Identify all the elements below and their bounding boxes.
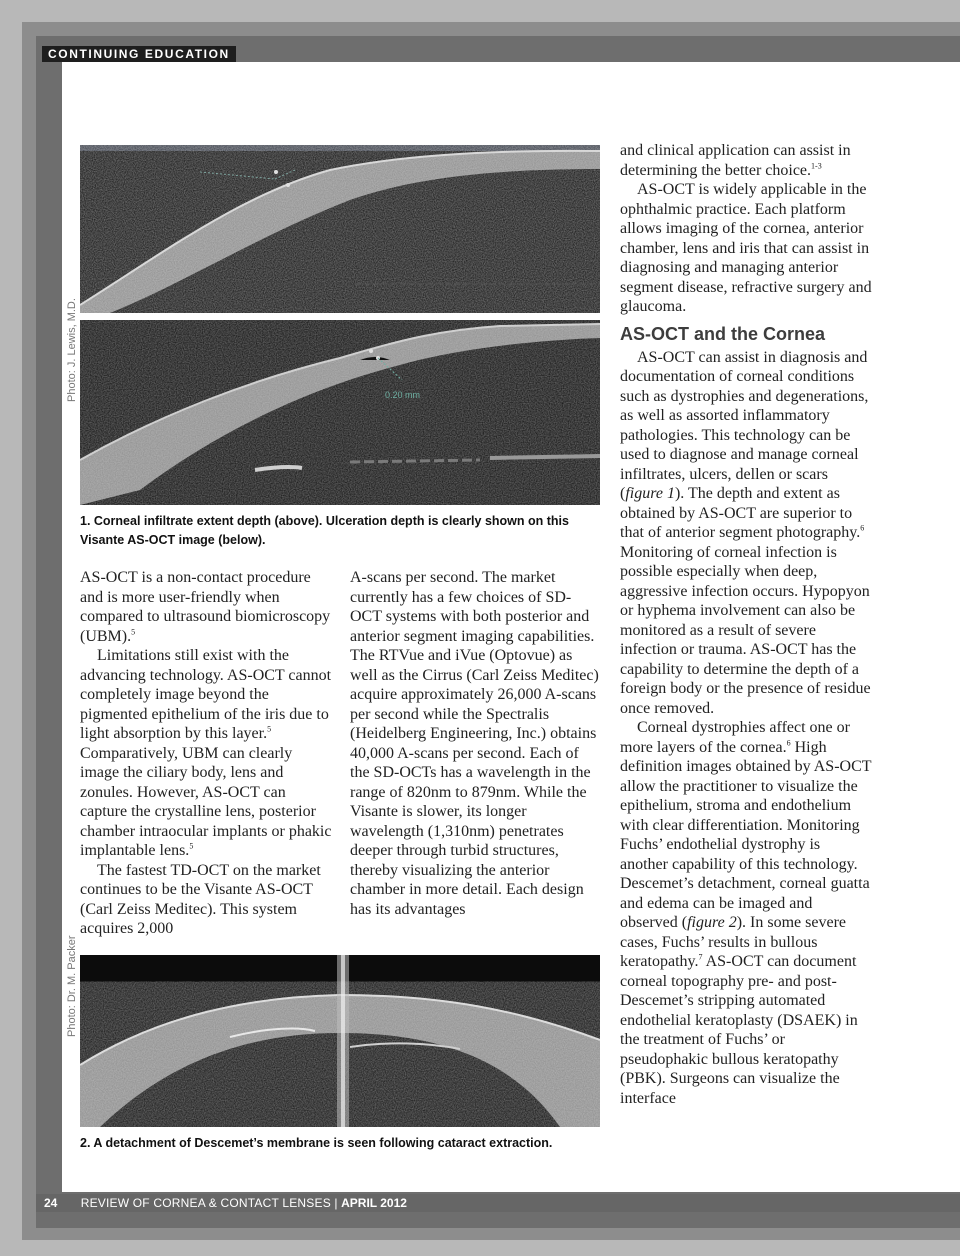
article-column-1 xyxy=(80,568,335,939)
figure1-caption: 1. Corneal infiltrate extent depth (above). Ulceration depth is clearly shown on this Visante AS-OCT image (below). xyxy=(80,514,569,547)
figure1-top-image xyxy=(80,145,600,313)
page-number: 24 xyxy=(44,1196,58,1210)
measurement-label: 0.20 mm xyxy=(385,390,421,400)
paragraph: AS-OCT is widely applicable in the ophthalmic practice. Each platform allows imaging of the cornea, anterior chamber, lens and iris that can assist in diagnosing and managing anterior segment disease, refractive surgery and glaucoma. xyxy=(620,181,872,315)
paragraph: and clinical application can assist in determining the better choice.$^{1-3}$ xyxy=(620,142,851,179)
figure2-caption: 2. A detachment of Descemet’s membrane is seen following cataract extraction. xyxy=(80,1136,553,1150)
paragraph: The fastest TD-OCT on the market continues to be the Visante AS-OCT (Carl Zeiss Meditec). This system acquires 2,000 xyxy=(80,861,321,937)
figure2-photo-credit: Photo: Dr. M. Packer xyxy=(66,935,78,1037)
journal-name: REVIEW OF CORNEA & CONTACT LENSES | xyxy=(80,1196,338,1210)
article-column-2 xyxy=(350,568,602,919)
paragraph: Corneal dystrophies affect one or more layers of the cornea.$^6$ High definition images obtained by AS-OCT allow the practitioner to visualize the epithelium, stroma and endothelium with clear differentiation. Monitoring Fuchs’ endothelial dystrophy is another capability of this technology. Descemet’s detachment, corneal guatta and edema can be imaged and observed (figure 2). In some severe cases, Fuchs’ results in bullous keratopathy.$^7$ AS-OCT can document corneal topography pre- and post- Descemet’s stripping automated endothelial keratoplasty (DSAEK) in the treatment of Fuchs’ or pseudophakic bullous keratopathy (PBK). Surgeons can visualize the interface xyxy=(620,719,872,1107)
paragraph: AS-OCT can assist in diagnosis and documentation of corneal conditions such as dystrophies and degenerations, as well as assorted inflammatory pathologies. This technology can be used to diagnose and manage corneal infiltrates, ulcers, dellen or scars (figure 1). The depth and extent as obtained by AS-OCT are superior to that of anterior segment photography.$^6$ Monitoring of corneal infection is possible especially when deep, aggressive infection occurs. Hypopyon or hyphema involvement can also be monitored as a result of severe infection or trauma. AS-OCT has the capability to determine the depth of a foreign body or the presence of residue once removed. xyxy=(620,348,871,717)
issue-date: APRIL 2012 xyxy=(341,1196,407,1210)
figure1-bottom-image xyxy=(80,320,600,505)
article-column-3 xyxy=(620,141,872,1108)
section-heading: AS-OCT and the Cornea xyxy=(620,323,826,344)
paragraph: A-scans per second. The market currently has a few choices of SD-OCT systems with both posterior and anterior segment imaging capabilities. The RTVue and iVue (Optovue) as well as the Cirrus (Carl Zeiss Meditec) acquire approximately 26,000 A-scans per second while the Spectralis (Heidelberg Engineering, Inc.) obtains 40,000 A-scans per second. Each of the SD-OCTs has a wavelength in the range of 820nm to 879nm. While the Visante is slower, its longer wavelength (1,310nm) penetrates deeper through turbid structures, thereby visualizing the anterior chamber in more detail. Each design has its advantages xyxy=(350,569,599,918)
paragraph: Limitations still exist with the advancing technology. AS-OCT cannot completely image beyond the pigmented epithelium of the iris due to light absorption by this layer.$^5$ Comparatively, UBM can clearly image the ciliary body, lens and zonules. However, AS-OCT can capture the crystalline lens, posterior chamber intraocular implants or phakic implantable lens.$^5$ xyxy=(80,647,332,859)
paragraph: AS-OCT is a non-contact procedure and is more user-friendly when compared to ultrasound biomicroscopy (UBM).$^5$ xyxy=(80,569,331,645)
section-label: CONTINUING EDUCATION xyxy=(42,46,236,62)
figure1-photo-credit: Photo: J. Lewis, M.D. xyxy=(66,298,78,402)
page-footer xyxy=(44,1194,407,1212)
figure2-image xyxy=(80,955,600,1127)
